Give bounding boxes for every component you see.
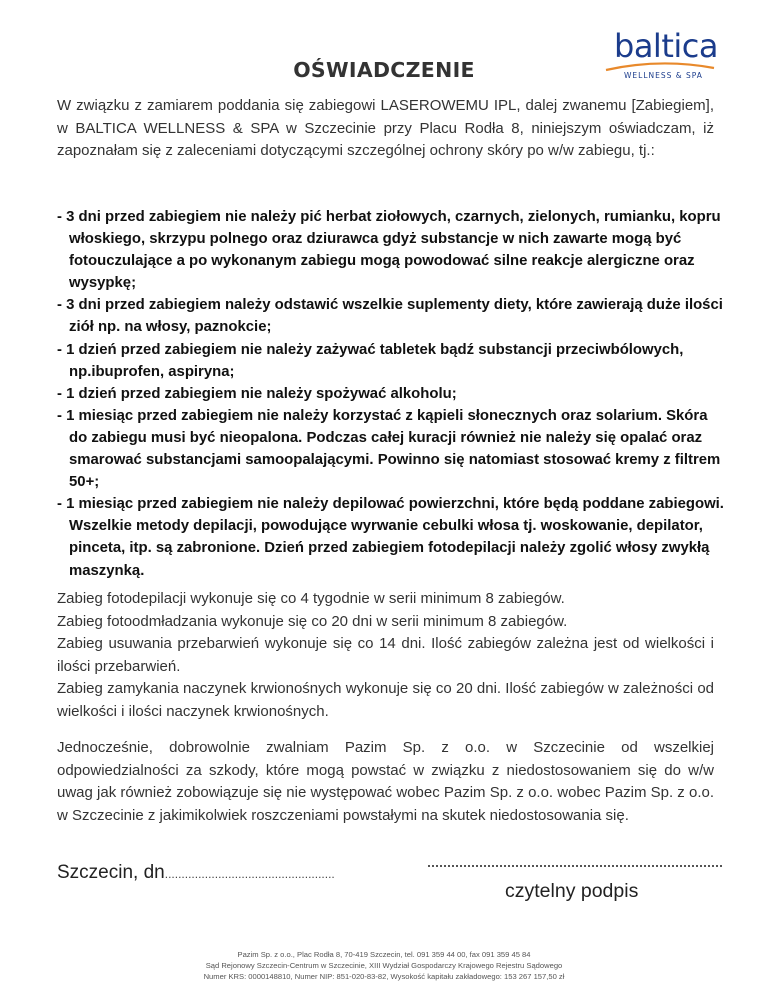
info-line: Zabieg fotodepilacji wykonuje się co 4 tygodnie w serii minimum 8 zabiegów. xyxy=(57,590,565,607)
info-line: Zabieg fotoodmładzania wykonuje się co 20 dni w serii minimum 8 zabiegów. xyxy=(57,612,568,630)
info-line: Zabieg usuwania przebarwień wykonuje się co 14 dni. Ilość zabiegów zależna jest od wielkości i ilości przebarwień. xyxy=(57,635,714,675)
rule-item: - 3 dni przed zabiegiem nie należy pić herbat ziołowych, czarnych, zielonych, rumianku, kopru włoskiego, skrzypu polnego oraz dziurawca gdyż substancje w nich zawarte mogą być fotouczulające a po wykonanym zabiegu mogą powodować silne reakcje alergiczne oraz wysypkę; xyxy=(57,209,721,292)
rule-item: - 1 miesiąc przed zabiegiem nie należy depilować powierzchni, które będą poddane zabiegowi. Wszelkie metody depilacji, powodujące wyrwanie cebulki włosa tj. woskowanie, depilator, pinceta, itp. są zabronione. Dzień przed zabiegiem fotodepilacji należy zgolić włosy zwykłą maszynką. xyxy=(57,496,724,579)
place-label: Szczecin, dn xyxy=(57,862,165,883)
place-date-field xyxy=(57,862,335,884)
logo-wordmark: baltica xyxy=(614,27,718,65)
signature-caption: czytelny podpis xyxy=(505,880,639,902)
footer-line: Sąd Rejonowy Szczecin-Centrum w Szczecinie, XIII Wydział Gospodarczy Krajowego Rejestru Sądowego xyxy=(205,961,563,970)
treatment-info xyxy=(57,588,714,724)
rules-list xyxy=(57,206,727,582)
rule-item: - 1 dzień przed zabiegiem nie należy spożywać alkoholu; xyxy=(57,385,457,402)
page-title: OŚWIADCZENIE xyxy=(293,58,475,82)
logo-subtitle: WELLNESS & SPA xyxy=(624,71,703,80)
intro-paragraph: W związku z zamiarem poddania się zabiegowi LASEROWEMU IPL, dalej zwanemu [Zabiegiem], w BALTICA WELLNESS & SPA w Szczecinie przy Placu Rodła 8, niniejszym oświadczam, iż zapoznałam się z zaleceniami dotyczącymi szczególnej ochrony skóry po w/w zabiegu, tj.: xyxy=(57,97,714,160)
disclaimer-paragraph: Jednocześnie, dobrowolnie zwalniam Pazim Sp. z o.o. w Szczecinie od wszelkiej odpowiedzialności za szkody, które mogą powstać w związku z niedostosowaniem się do w/w uwag jak również zobowiązuje się nie występować wobec Pazim Sp. z o.o. wobec Pazim Sp. z o.o. w Szczecinie z jakimikolwiek roszczeniami powstałymi na skutek niedostosowania się. xyxy=(57,739,714,824)
footer-line: Pazim Sp. z o.o., Plac Rodła 8, 70-419 Szczecin, tel. 091 359 44 00, fax 091 359 45 84 xyxy=(237,950,531,959)
signature-line xyxy=(428,864,722,867)
footer-line: Numer KRS: 0000148810, Numer NIP: 851-020-83-82, Wysokość kapitału zakładowego: 153 267 157,50 zł xyxy=(203,972,565,981)
company-footer xyxy=(0,949,768,982)
info-line: Zabieg zamykania naczynek krwionośnych wykonuje się co 20 dni. Ilość zabiegów w zależności od wielkości i ilości naczynek krwionośnych. xyxy=(57,680,714,720)
date-blank: ................................................... xyxy=(164,867,335,881)
rule-item: - 1 dzień przed zabiegiem nie należy zażywać tabletek bądź substancji przeciwbólowych, np.ibuprofen, aspiryna; xyxy=(57,341,684,380)
rule-item: - 1 miesiąc przed zabiegiem nie należy korzystać z kąpieli słonecznych oraz solarium. Skóra do zabiegu musi być nieopalona. Podczas całej kuracji również nie należy się opalać oraz smarować substancjami samoopalającymi. Powinno się natomiast stosować kremy z filtrem 50+; xyxy=(57,407,721,491)
rule-item: - 3 dni przed zabiegiem należy odstawić wszelkie suplementy diety, które zawierają duże ilości ziół np. na włosy, paznokcie; xyxy=(57,297,723,336)
